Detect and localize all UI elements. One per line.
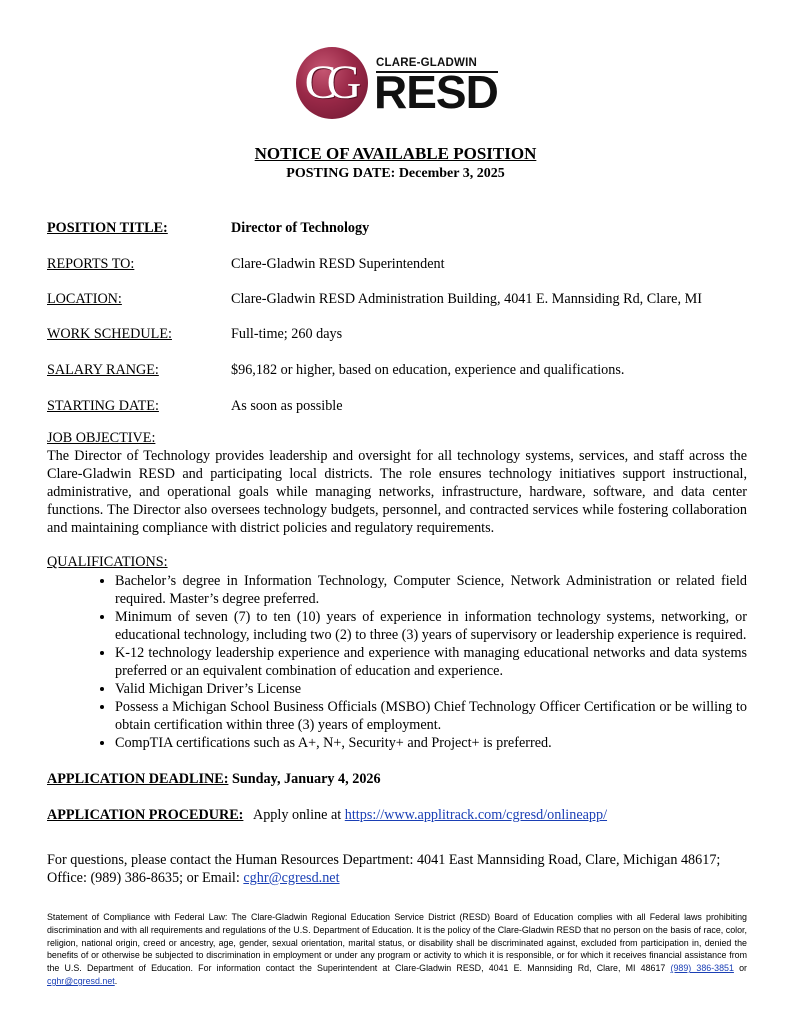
location-label: LOCATION: bbox=[47, 291, 122, 307]
starting-date-label: STARTING DATE: bbox=[47, 398, 159, 414]
compliance-email-link[interactable]: cghr@cgresd.net bbox=[47, 975, 115, 986]
contact-email-link[interactable]: cghr@cgresd.net bbox=[243, 870, 340, 886]
list-item: • Valid Michigan Driver’s License bbox=[115, 680, 747, 698]
logo-wordmark: RESD bbox=[374, 66, 498, 118]
salary-range-value: $96,182 or higher, based on education, experience and qualifications. bbox=[231, 362, 625, 378]
compliance-phone-link[interactable]: (989) 386-3851 bbox=[670, 963, 734, 974]
list-item: • Bachelor’s degree in Information Technology, Computer Science, Network Administration or related field required. Master’s degree preferred. bbox=[115, 572, 747, 608]
application-procedure-row bbox=[47, 807, 607, 824]
application-procedure-text: Apply online at bbox=[252, 807, 342, 823]
job-objective-text: The Director of Technology provides leadership and oversight for all technology systems, services, and staff across the Clare-Gladwin RESD and participating local districts. The role ensures technology initiatives support instructional, administrative, and operational goals while managing networks, infrastructure, hardware, software, and data center functions. The Director also oversees technology budgets, personnel, and contracted services while fostering collaboration and maintaining compliance with district policies and regulatory requirements. bbox=[47, 448, 747, 536]
organization-logo bbox=[296, 47, 500, 119]
work-schedule-label: WORK SCHEDULE: bbox=[47, 326, 172, 342]
qualifications-heading: QUALIFICATIONS: bbox=[47, 554, 168, 570]
reports-to-value: Clare-Gladwin RESD Superintendent bbox=[231, 256, 445, 272]
application-procedure-label: APPLICATION PROCEDURE: bbox=[47, 807, 244, 823]
application-deadline-label: APPLICATION DEADLINE: bbox=[47, 771, 229, 787]
position-title-label: POSITION TITLE: bbox=[47, 220, 168, 236]
starting-date-value: As soon as possible bbox=[231, 398, 343, 414]
work-schedule-value: Full-time; 260 days bbox=[231, 326, 343, 342]
location-value: Clare-Gladwin RESD Administration Building, 4041 E. Mannsiding Rd, Clare, MI bbox=[231, 291, 702, 307]
compliance-or: or bbox=[739, 963, 747, 974]
position-title-value: Director of Technology bbox=[231, 220, 370, 236]
logo-org-name: CLARE-GLADWIN bbox=[376, 57, 477, 69]
list-item: • K-12 technology leadership experience and experience with managing educational networks and data systems preferred or an equivalent combination of education and experience. bbox=[115, 644, 747, 680]
list-item: • CompTIA certifications such as A+, N+, Security+ and Project+ is preferred. bbox=[115, 734, 747, 752]
posting-date: POSTING DATE: December 3, 2025 bbox=[286, 166, 505, 181]
contact-paragraph bbox=[47, 851, 747, 887]
compliance-text: Statement of Compliance with Federal Law: The Clare-Gladwin Regional Education Service District (RESD) Board of Education complies with all Federal laws prohibiting discrimination and with all requirements and regulations of the U.S. Department of Education. It is the policy of the Clare-Gladwin RESD that no person on the basis of race, color, religion, national origin, creed or ancestry, age, gender, sexual orientation, marital status, or disability shall be discriminated against, excluded from participation in, denied the benefits of or otherwise be subjected to discrimination in employment or under any program or activity to which it is responsible, or for which it receives financial assistance from the U.S. Department of Education. For information contact the Superintendent at Clare-Gladwin RESD, 4041 E. Mannsiding Rd, Clare, MI 48617 bbox=[47, 912, 747, 974]
compliance-period: . bbox=[114, 975, 118, 986]
logo-initials: CG bbox=[304, 56, 352, 109]
contact-text: For questions, please contact the Human Resources Department: 4041 East Mannsiding Road, Clare, Michigan 48617; Office: (989) 386-8635; or Email: bbox=[47, 852, 721, 886]
logo-emblem bbox=[296, 47, 368, 119]
list-item: • Minimum of seven (7) to ten (10) years of experience in information technology systems, networking, or educational technology, including two (2) to three (3) years of supervisory or leadership experience is required. bbox=[115, 608, 747, 644]
notice-title: NOTICE OF AVAILABLE POSITION bbox=[254, 144, 537, 163]
reports-to-label: REPORTS TO: bbox=[47, 256, 135, 272]
salary-range-label: SALARY RANGE: bbox=[47, 362, 159, 378]
job-objective-heading: JOB OBJECTIVE: bbox=[47, 430, 156, 446]
qualifications-list bbox=[47, 572, 747, 752]
application-deadline-row bbox=[47, 771, 381, 788]
list-item: • Possess a Michigan School Business Officials (MSBO) Chief Technology Officer Certification or be willing to obtain certification within three (3) years of employment. bbox=[115, 698, 747, 734]
application-link[interactable]: https://www.applitrack.com/cgresd/onlineapp/ bbox=[344, 807, 608, 823]
compliance-statement bbox=[47, 911, 747, 988]
application-deadline-value: Sunday, January 4, 2026 bbox=[231, 771, 381, 787]
